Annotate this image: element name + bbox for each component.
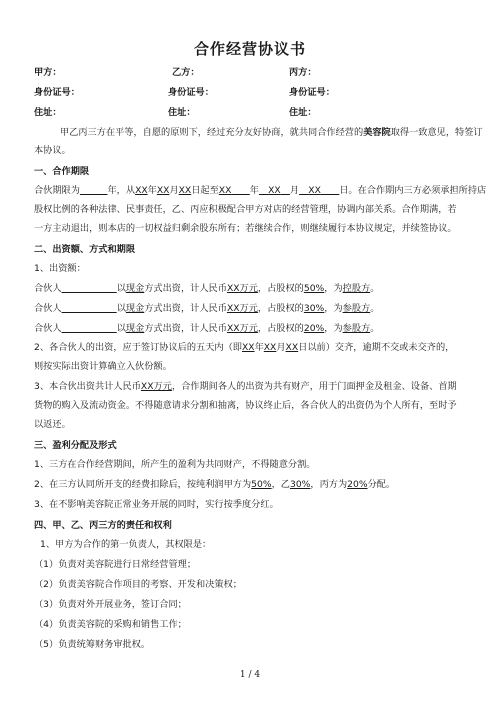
section-1-line-2: 股权比例的各种法律、民事责任，乙、丙应积极配合甲方对店的经营管理，协调内部关系。合作期满，若 bbox=[34, 204, 457, 215]
contribution-method: 现金 bbox=[125, 283, 145, 294]
text: ，为 bbox=[324, 323, 343, 334]
id-row bbox=[0, 86, 500, 100]
section-4-line-1: 1、甲方为合作的第一负责人，其权限是： bbox=[40, 539, 212, 550]
intro-text: 甲乙丙三方在平等，自愿的原则下，经过充分友好协商，就共同合作经营的 bbox=[60, 127, 364, 138]
party-a-id-label: 身份证号： bbox=[34, 87, 80, 98]
text: 月 bbox=[276, 342, 286, 353]
text: 合伙人 bbox=[34, 283, 62, 294]
party-b-id-label: 身份证号： bbox=[168, 87, 214, 98]
total-amount: XX万元 bbox=[140, 381, 172, 392]
section-2-para-3-line-2: 货物的购入及流动资金。不得随意请求分割和抽离，协议终止后，各合伙人的出资仍为个人所有，至时予 bbox=[34, 400, 457, 411]
section-2-sub-1: 1、出资额： bbox=[34, 263, 86, 274]
contribution-row bbox=[34, 322, 379, 336]
party-c-address-label: 住址： bbox=[289, 107, 317, 118]
intro-line-2: 本协议。 bbox=[34, 145, 71, 156]
section-1-line-1 bbox=[34, 184, 486, 198]
party-a-label: 甲方： bbox=[34, 67, 62, 78]
text: 以 bbox=[116, 323, 126, 334]
contribution-amount: XX万元 bbox=[226, 303, 258, 314]
party-b-address-label: 住址： bbox=[168, 107, 196, 118]
list-item: （1）负责对美容院进行日常经营管理； bbox=[34, 559, 197, 570]
section-3-line-3: 3、在不影响美容院正常业务开展的同时，实行按季度分红。 bbox=[34, 499, 279, 510]
text: 。 bbox=[370, 283, 380, 294]
list-item: （5）负责统筹财务审批权。 bbox=[34, 639, 151, 650]
text: ，占股权的 bbox=[257, 323, 304, 334]
document-title: 合作经营协议书 bbox=[193, 40, 306, 58]
profit-share-a: 50% bbox=[251, 479, 272, 490]
placeholder-value: XX bbox=[218, 185, 232, 196]
placeholder-value: XX bbox=[178, 185, 192, 196]
blank-xx bbox=[259, 185, 290, 196]
text: 日。在合作期内三方必须承担所持店 bbox=[339, 185, 487, 196]
text: ，乙 bbox=[271, 479, 290, 490]
text: 3、本合伙出资共计人民币 bbox=[34, 381, 141, 392]
text: 方式出资，计人民币 bbox=[144, 323, 227, 334]
contribution-method: 现金 bbox=[125, 323, 145, 334]
blank bbox=[321, 185, 339, 196]
text: 以 bbox=[116, 303, 126, 314]
page-number: 1 / 4 bbox=[239, 670, 261, 680]
placeholder-value: XX bbox=[263, 342, 277, 353]
blank-xx bbox=[219, 185, 250, 196]
text: 日以前）交齐，逾期不交或未交齐的， bbox=[298, 342, 455, 353]
placeholder-value: XX bbox=[241, 342, 255, 353]
text: 合伙期限为 bbox=[34, 185, 80, 196]
section-3-line-1: 1、三方在合作经营期间，所产生的盈利为共同财产，不得随意分割。 bbox=[34, 459, 316, 470]
intro-subject: 美容院 bbox=[363, 127, 391, 138]
blank bbox=[80, 185, 108, 196]
placeholder-value: XX bbox=[308, 185, 321, 196]
section-1-heading: 一、合作期限 bbox=[34, 166, 90, 177]
text: ，为 bbox=[324, 303, 343, 314]
partner-name-blank bbox=[62, 323, 117, 334]
text: 方式出资，计人民币 bbox=[144, 303, 227, 314]
blank-xx bbox=[299, 185, 339, 196]
text: ，占股权的 bbox=[257, 303, 304, 314]
contribution-method: 现金 bbox=[125, 303, 145, 314]
share-percent: 30% bbox=[303, 303, 325, 314]
section-2-para-2-line-2: 则按实际出资计算确立入伙份额。 bbox=[34, 361, 172, 372]
section-2-para-3-line-1 bbox=[34, 380, 457, 394]
blank bbox=[299, 185, 308, 196]
intro-text-end: 取得一致意见，特签订 bbox=[390, 127, 483, 138]
shareholder-type: 控股方 bbox=[342, 283, 371, 294]
placeholder-value: XX bbox=[285, 342, 299, 353]
section-1-line-3: 一方主动退出，则本店的一切权益归剩余股东所有；若继续合作，则继续履行本协议规定，并续签协议。 bbox=[34, 223, 457, 234]
text: 年 bbox=[249, 185, 259, 196]
contribution-amount: XX万元 bbox=[226, 283, 258, 294]
text: ，为 bbox=[324, 283, 343, 294]
contribution-row bbox=[34, 282, 379, 296]
text: 年 bbox=[147, 185, 157, 196]
profit-share-c: 20% bbox=[347, 479, 368, 490]
list-item: （3）负责对外开展业务，签订合同； bbox=[34, 599, 187, 610]
text: 方式出资，计人民币 bbox=[144, 283, 227, 294]
text: 。 bbox=[370, 303, 380, 314]
parties-row bbox=[0, 66, 500, 80]
text: 月 bbox=[289, 185, 300, 196]
party-c-label: 丙方： bbox=[289, 67, 317, 78]
placeholder-value: XX bbox=[135, 185, 148, 196]
profit-share-b: 30% bbox=[289, 479, 311, 490]
text: 年，从 bbox=[107, 185, 136, 196]
contribution-amount: XX万元 bbox=[226, 323, 258, 334]
text: 合伙人 bbox=[34, 303, 62, 314]
placeholder-value: XX bbox=[268, 185, 281, 196]
contribution-row bbox=[34, 302, 379, 316]
section-4-heading: 四、甲、乙、丙三方的责任和权利 bbox=[34, 520, 172, 531]
placeholder-value: XX bbox=[156, 185, 170, 196]
list-item: （2）负责美容院合作项目的考察、开发和决策权； bbox=[34, 579, 242, 590]
blank bbox=[231, 185, 249, 196]
section-2-heading: 二、出资额、方式和期限 bbox=[34, 244, 136, 255]
text: 2、各合伙人的出资，应于签订协议后的五天内（即 bbox=[34, 342, 242, 353]
text: 2、在三方认同所开支的经费扣除后，按纯利润甲方为 bbox=[34, 479, 252, 490]
shareholder-type: 参股方 bbox=[342, 303, 371, 314]
blank bbox=[259, 185, 268, 196]
blank bbox=[281, 185, 290, 196]
address-row bbox=[0, 106, 500, 120]
text: ，丙方为 bbox=[310, 479, 348, 490]
intro-line-1 bbox=[60, 126, 483, 140]
partner-name-blank bbox=[62, 283, 117, 294]
text: 。 bbox=[370, 323, 380, 334]
text: 合伙人 bbox=[34, 323, 62, 334]
section-3-line-2 bbox=[34, 478, 395, 492]
text: 分配。 bbox=[367, 479, 396, 490]
section-2-para-2-line-1 bbox=[34, 341, 454, 355]
share-percent: 50% bbox=[303, 283, 325, 294]
party-a-address-label: 住址： bbox=[34, 107, 62, 118]
shareholder-type: 参股方 bbox=[342, 323, 371, 334]
party-c-id-label: 身份证号： bbox=[289, 87, 335, 98]
text: 年 bbox=[254, 342, 264, 353]
partner-name-blank bbox=[62, 303, 117, 314]
section-2-para-3-line-3: 以返还。 bbox=[34, 419, 71, 430]
text: ，合作期间各人的出资为共有财产，用于门面押金及租金、设备、首期 bbox=[171, 381, 457, 392]
text: ，占股权的 bbox=[257, 283, 304, 294]
text: 月 bbox=[169, 185, 179, 196]
party-b-label: 乙方： bbox=[172, 67, 200, 78]
share-percent: 20% bbox=[303, 323, 325, 334]
text: 日起至 bbox=[191, 185, 219, 196]
list-item: （4）负责美容院的采购和销售工作； bbox=[34, 619, 187, 630]
text: 以 bbox=[116, 283, 126, 294]
section-3-heading: 三、盈利分配及形式 bbox=[34, 440, 117, 451]
